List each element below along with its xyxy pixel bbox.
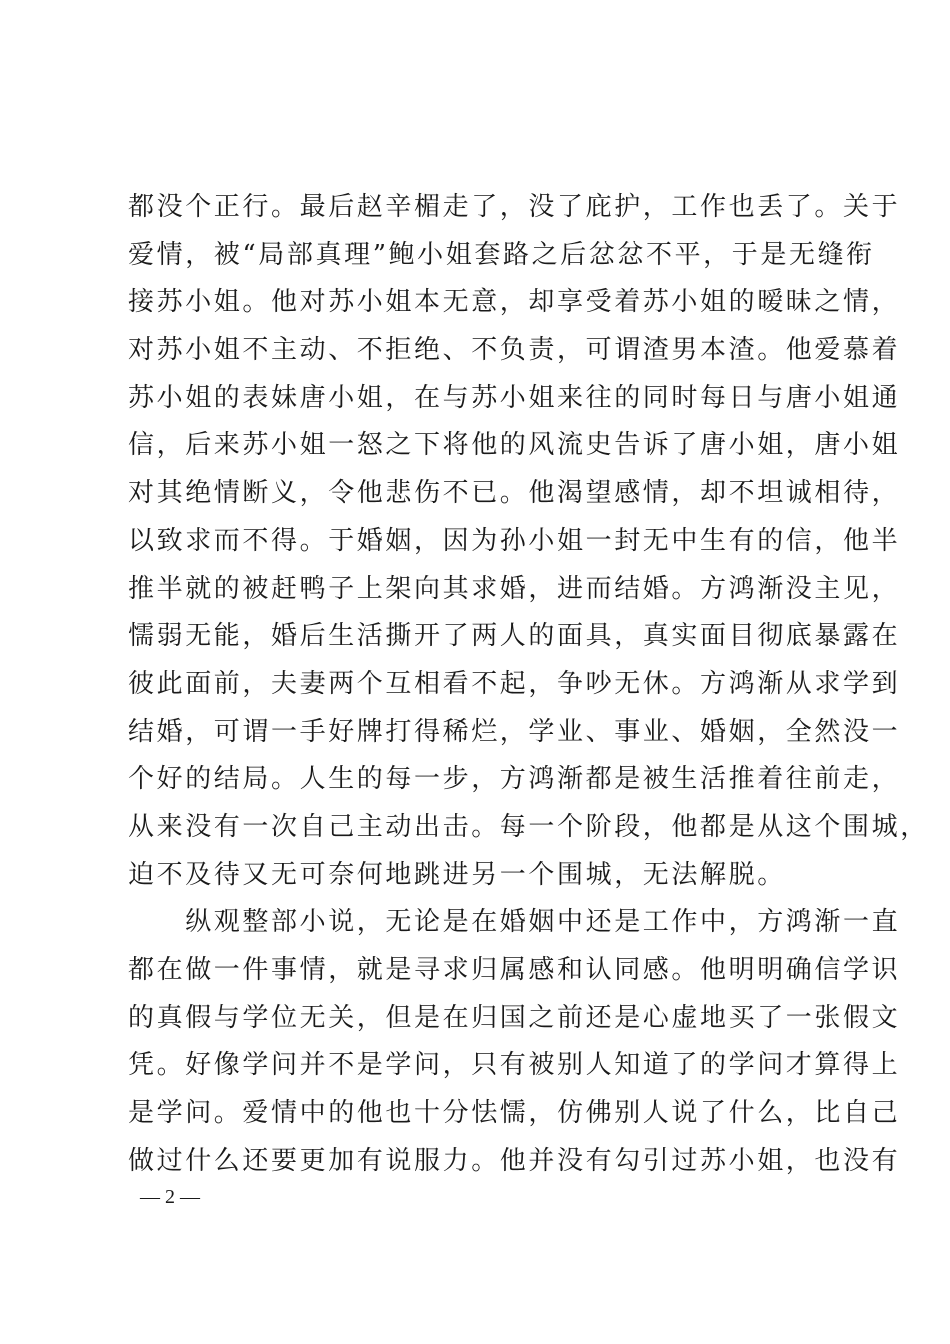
text-line: 迫不及待又无可奈何地跳进另一个围城，无法解脱。 bbox=[128, 859, 786, 890]
text-line: 是学问。爱情中的他也十分怯懦，仿佛别人说了什么，比自己 bbox=[128, 1098, 901, 1129]
text-line: 结婚，可谓一手好牌打得稀烂，学业、事业、婚姻，全然没一 bbox=[128, 716, 901, 747]
text-line: 从来没有一次自己主动出击。每一个阶段，他都是从这个围城， bbox=[128, 811, 929, 842]
text-line: 苏小姐的表妹唐小姐，在与苏小姐来往的同时每日与唐小姐通 bbox=[128, 382, 901, 413]
page-number: — 2 — bbox=[140, 1186, 200, 1208]
text-line: 懦弱无能，婚后生活撕开了两人的面具，真实面目彻底暴露在 bbox=[128, 621, 901, 652]
text-line: 纵观整部小说，无论是在婚姻中还是工作中，方鸿渐一直 bbox=[128, 907, 901, 938]
text-line: 做过什么还要更加有说服力。他并没有勾引过苏小姐，也没有 bbox=[128, 1145, 901, 1176]
text-line: 对苏小姐不主动、不拒绝、不负责，可谓渣男本渣。他爱慕着 bbox=[128, 335, 901, 366]
text-line: 凭。好像学问并不是学问，只有被别人知道了的学问才算得上 bbox=[128, 1050, 901, 1081]
text-line: 推半就的被赶鸭子上架向其求婚，进而结婚。方鸿渐没主见， bbox=[128, 573, 901, 604]
text-line: 对其绝情断义，令他悲伤不已。他渴望感情，却不坦诚相待， bbox=[128, 478, 901, 509]
text-line: 信，后来苏小姐一怒之下将他的风流史告诉了唐小姐，唐小姐 bbox=[128, 430, 901, 461]
text-line: 彼此面前，夫妻两个互相看不起，争吵无休。方鸿渐从求学到 bbox=[128, 668, 901, 699]
text-line: 爱情，被“局部真理”鲍小姐套路之后忿忿不平，于是无缝衔 bbox=[128, 239, 875, 270]
text-line: 个好的结局。人生的每一步，方鸿渐都是被生活推着往前走， bbox=[128, 764, 901, 795]
body-text bbox=[128, 184, 929, 1185]
text-line: 接苏小姐。他对苏小姐本无意，却享受着苏小姐的暧昧之情， bbox=[128, 287, 901, 318]
text-line: 的真假与学位无关，但是在归国之前还是心虚地买了一张假文 bbox=[128, 1002, 901, 1033]
text-line: 以致求而不得。于婚姻，因为孙小姐一封无中生有的信，他半 bbox=[128, 525, 901, 556]
text-line: 都在做一件事情，就是寻求归属感和认同感。他明明确信学识 bbox=[128, 955, 901, 985]
text-line: 都没个正行。最后赵辛楣走了，没了庇护，工作也丢了。关于 bbox=[128, 192, 901, 222]
